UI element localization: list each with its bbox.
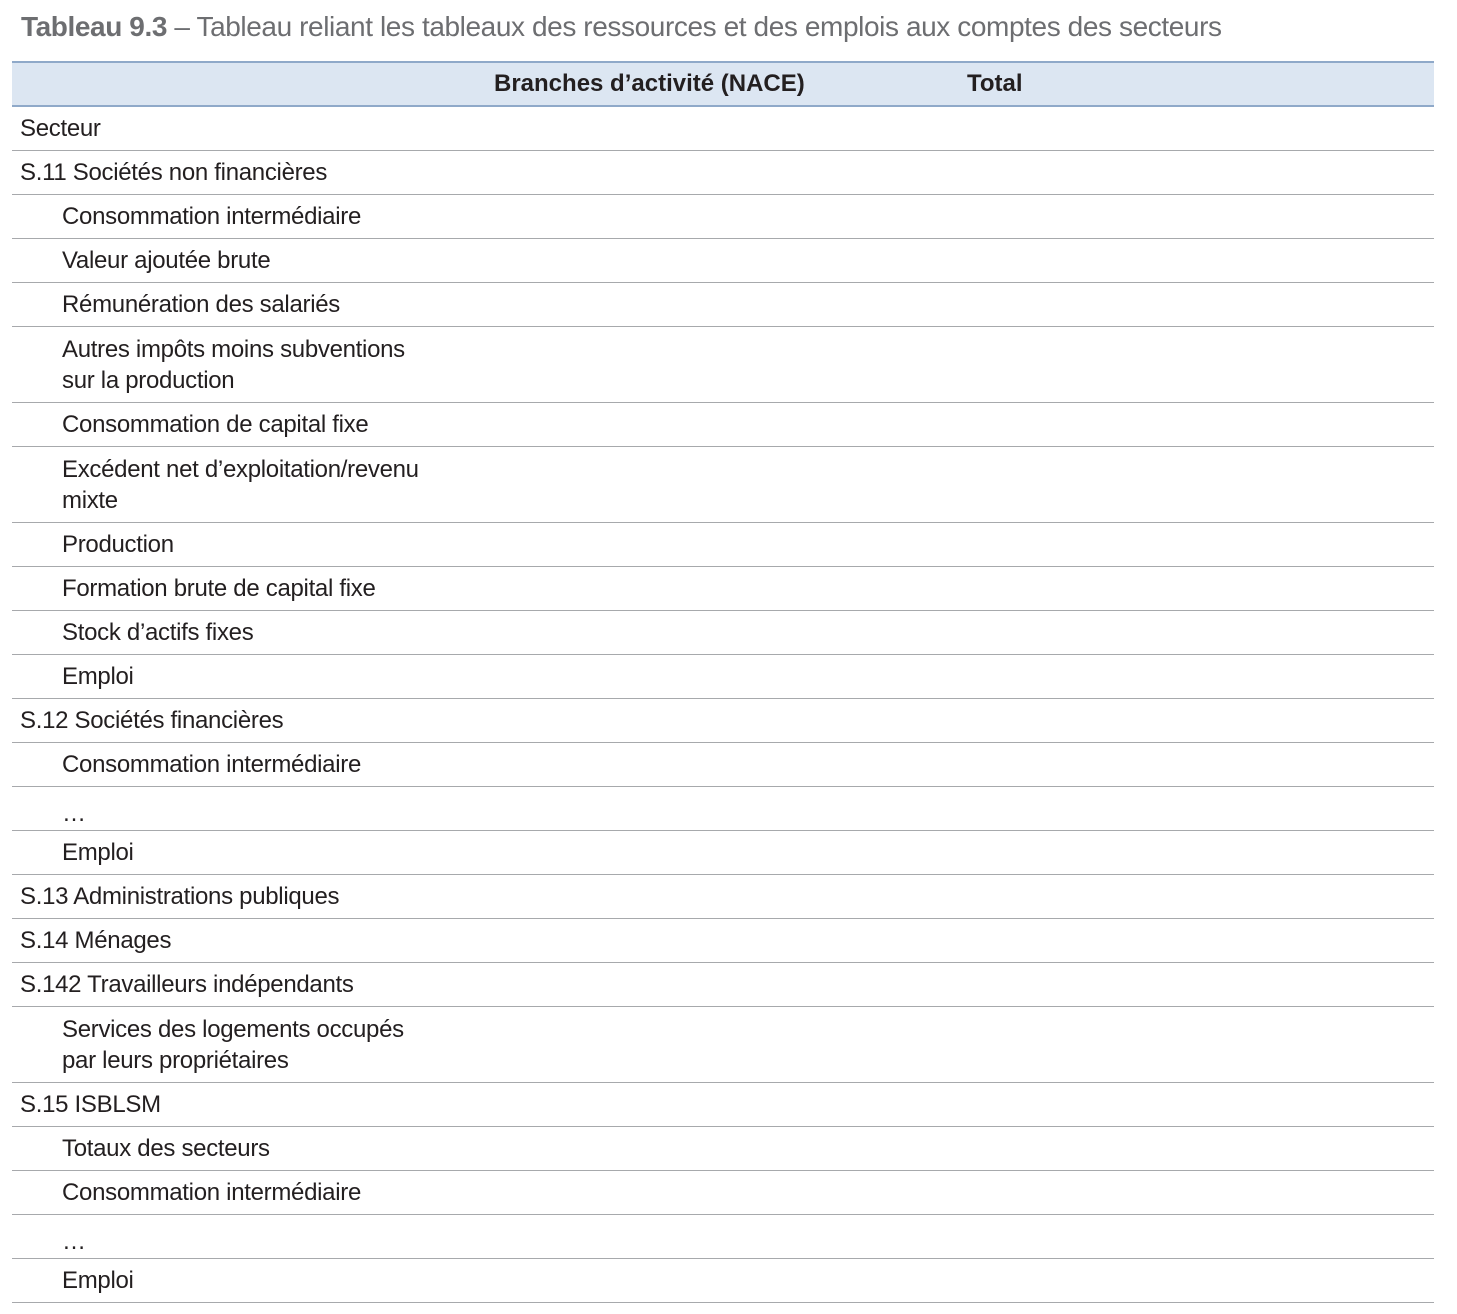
item-label: Valeur ajoutée brute (62, 247, 271, 274)
table-number: Tableau 9.3 (21, 11, 168, 42)
table-row (12, 239, 1434, 283)
table-row (12, 1083, 1434, 1127)
table-row (12, 283, 1434, 327)
sector-label: S.11 Sociétés non financières (20, 159, 328, 186)
table-row (12, 875, 1434, 919)
table-row (12, 567, 1434, 611)
table-row (12, 195, 1434, 239)
table-row (12, 327, 1434, 403)
table-row (12, 787, 1434, 831)
item-label: … (62, 1228, 88, 1255)
sector-label: Secteur (20, 115, 101, 142)
table-header (12, 61, 1434, 107)
table-row (12, 107, 1434, 151)
item-label: Stock d’actifs fixes (62, 619, 254, 646)
table-row (12, 1215, 1434, 1259)
item-label: Emploi (62, 839, 134, 866)
table-body (12, 107, 1434, 1303)
item-label: Services des logements occupés par leurs propriétaires (62, 1015, 404, 1074)
table-row (12, 1007, 1434, 1083)
column-header-branches: Branches d’activité (NACE) (494, 70, 805, 97)
table-row (12, 611, 1434, 655)
sector-label: S.12 Sociétés financières (20, 707, 284, 734)
sector-label: S.142 Travailleurs indépendants (20, 971, 354, 998)
table-row (12, 919, 1434, 963)
item-label: Production (62, 531, 174, 558)
item-label: Consommation intermédiaire (62, 751, 361, 778)
table-row (12, 1259, 1434, 1303)
table-row (12, 1127, 1434, 1171)
table-row (12, 831, 1434, 875)
table-row (12, 403, 1434, 447)
table-row (12, 699, 1434, 743)
item-label: Formation brute de capital fixe (62, 575, 376, 602)
item-label: Autres impôts moins subventions sur la production (62, 335, 405, 394)
item-label: … (62, 800, 88, 827)
column-header-total: Total (967, 70, 1023, 97)
item-label: Excédent net d’exploitation/revenu mixte (62, 455, 419, 514)
item-label: Consommation de capital fixe (62, 411, 369, 438)
table-caption (21, 8, 1222, 46)
table-row (12, 743, 1434, 787)
table-row (12, 447, 1434, 523)
table-row (12, 655, 1434, 699)
item-label: Rémunération des salariés (62, 291, 340, 318)
item-label: Consommation intermédiaire (62, 1179, 361, 1206)
sector-label: S.14 Ménages (20, 927, 172, 954)
item-label: Emploi (62, 663, 134, 690)
table-row (12, 1171, 1434, 1215)
item-label: Consommation intermédiaire (62, 203, 361, 230)
table-row (12, 963, 1434, 1007)
table-title: – Tableau reliant les tableaux des ressources et des emplois aux comptes des secteurs (167, 11, 1222, 42)
sector-label: S.15 ISBLSM (20, 1091, 161, 1118)
table-row (12, 151, 1434, 195)
table-row (12, 523, 1434, 567)
sector-accounts-table (12, 61, 1434, 1303)
item-label: Emploi (62, 1267, 134, 1294)
item-label: Totaux des secteurs (62, 1135, 270, 1162)
sector-label: S.13 Administrations publiques (20, 883, 340, 910)
